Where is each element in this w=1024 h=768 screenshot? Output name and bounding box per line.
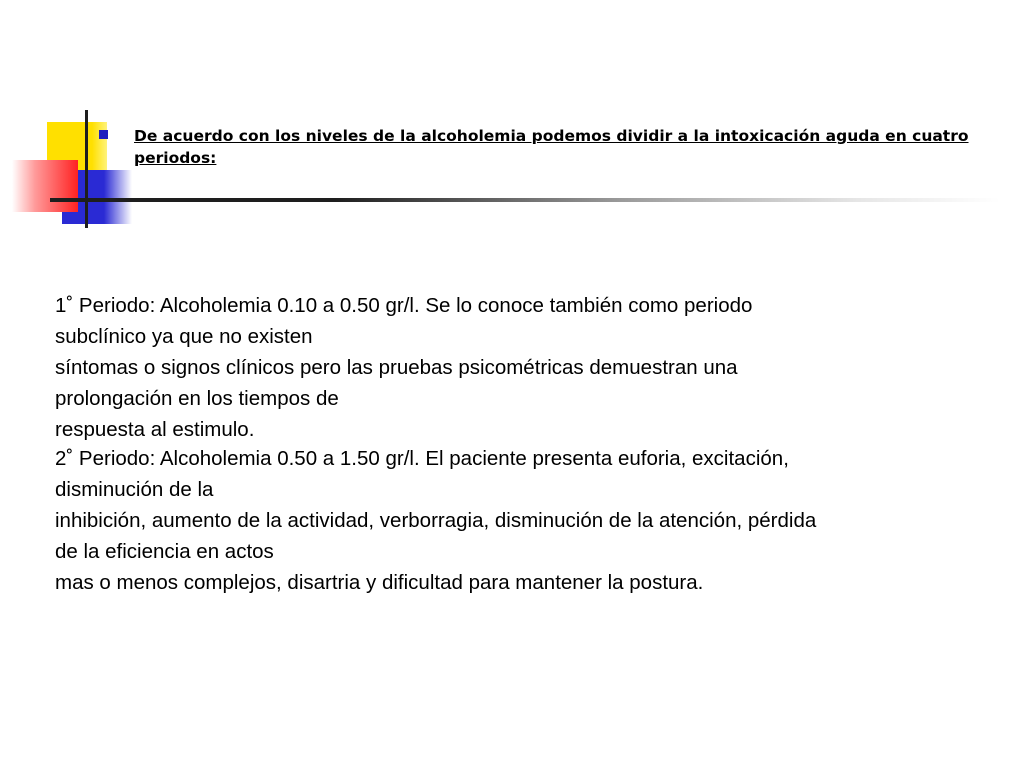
text-line: disminución de la [55, 478, 214, 501]
text-line: 1˚ Periodo: Alcoholemia 0.10 a 0.50 gr/l. Se lo conoce también como periodo [55, 294, 753, 317]
title-underline-rule [50, 198, 1000, 202]
period-1-paragraph [55, 290, 1015, 445]
decorative-vertical-line [85, 110, 88, 228]
text-line: inhibición, aumento de la actividad, verborragia, disminución de la atención, pérdida [55, 509, 817, 532]
text-line: 2˚ Periodo: Alcoholemia 0.50 a 1.50 gr/l. El paciente presenta euforia, excitación, [55, 447, 789, 470]
decorative-red-square [12, 160, 78, 212]
text-line: respuesta al estimulo. [55, 418, 255, 441]
text-line: de la eficiencia en actos [55, 540, 274, 563]
slide-body [55, 290, 1015, 598]
slide-title: De acuerdo con los niveles de la alcoholemia podemos dividir a la intoxicación aguda en cuatro periodos: [134, 127, 969, 167]
text-line: prolongación en los tiempos de [55, 387, 339, 410]
text-line: mas o menos complejos, disartria y dificultad para mantener la postura. [55, 571, 704, 594]
square-bullet-icon [99, 130, 108, 139]
text-line: subclínico ya que no existen [55, 325, 313, 348]
text-line: síntomas o signos clínicos pero las pruebas psicométricas demuestran una [55, 356, 738, 379]
period-2-paragraph [55, 443, 1015, 598]
